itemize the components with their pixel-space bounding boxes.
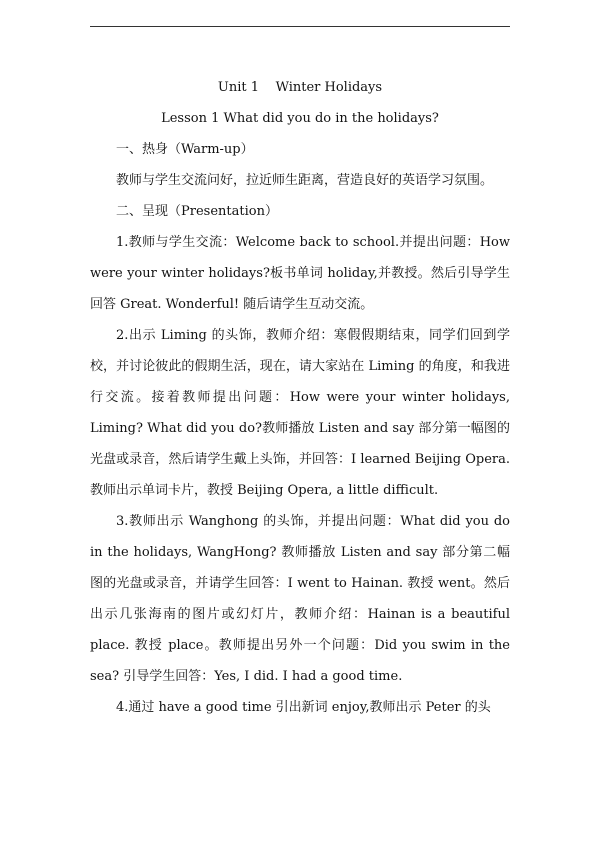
paragraph-warm-up: 教师与学生交流问好，拉近师生距离，营造良好的英语学习氛围。 — [116, 173, 494, 188]
document-body — [90, 72, 510, 723]
section-heading-warm-up: 一、热身（Warm-up） — [116, 142, 254, 157]
document-title: Unit 1 Winter Holidays — [217, 80, 383, 95]
section-heading-presentation: 二、呈现（Presentation） — [116, 204, 278, 219]
header-rule — [90, 26, 510, 27]
paragraph-step-2: 2.出示 Liming 的头饰，教师介绍：寒假假期结束，同学们回到学校，并讨论彼此的假期生活，现在，请大家站在 Liming 的角度，和我进行交流。接着教师提出问题：How were your winter holidays, Liming? What did you do?教师播放 Listen and say 部分第一幅图的光盘或录音，然后请学生戴上头饰，并回答：I learned Beijing Opera. 教师出示单词卡片，教授 Beijing Opera, a little difficult. — [90, 328, 510, 498]
paragraph-step-3: 3.教师出示 Wanghong 的头饰，并提出问题：What did you do in the holidays, WangHong? 教师播放 Listen and say 部分第二幅图的光盘或录音，并请学生回答：I went to Hainan. 教授 went。然后出示几张海南的图片或幻灯片，教师介绍：Hainan is a beautiful place. 教授 place。教师提出另外一个问题：Did you swim in the sea? 引导学生回答：Yes, I did. I had a good time. — [90, 514, 510, 684]
lesson-title: Lesson 1 What did you do in the holidays? — [161, 111, 439, 126]
paragraph-step-4: 4.通过 have a good time 引出新词 enjoy,教师出示 Peter 的头 — [116, 700, 491, 715]
paragraph-step-1: 1.教师与学生交流：Welcome back to school.并提出问题：How were your winter holidays?板书单词 holiday,并教授。然后引导学生回答 Great. Wonderful! 随后请学生互动交流。 — [90, 235, 510, 312]
